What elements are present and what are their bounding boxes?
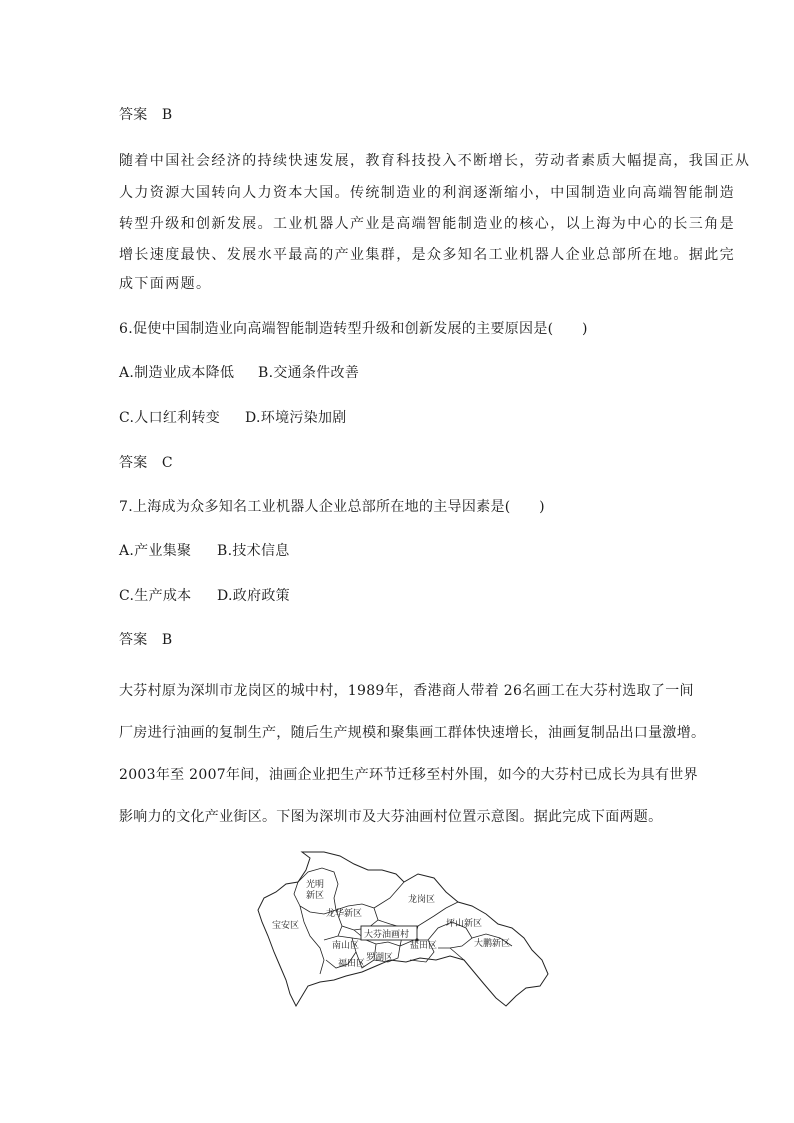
shenzhen-district-map — [250, 848, 550, 1010]
passage-2-line-4: 影响力的文化产业街区。下图为深圳市及大芬油画村位置示意图。据此完成下面两题。 — [119, 809, 663, 825]
label-guangming-2: 新区 — [306, 891, 325, 901]
question-6-option-a: A.制造业成本降低 — [119, 365, 235, 381]
label-pingshan: 坪山新区 — [446, 919, 483, 929]
label-longhua: 龙华新区 — [326, 909, 363, 919]
label-futian: 福田区 — [338, 959, 366, 969]
passage-1-line-1: 随着中国社会经济的持续快速发展，教育科技投入不断增长，劳动者素质大幅提高，我国正从 — [119, 153, 751, 169]
question-6-option-d: D.环境污染加剧 — [245, 410, 347, 426]
question-6-option-c: C.人口红利转变 — [119, 410, 221, 426]
label-baoan: 宝安区 — [272, 921, 300, 931]
label-dapeng: 大鹏新区 — [474, 939, 511, 949]
answer-1: 答案 B — [119, 107, 173, 123]
question-6-stem: 6.促使中国制造业向高端智能制造转型升级和创新发展的主要原因是( ) — [119, 321, 588, 337]
passage-1-line-3: 转型升级和创新发展。工业机器人产业是高端智能制造业的核心，以上海为中心的长三角是 — [119, 216, 735, 232]
label-yantian: 盐田区 — [410, 941, 438, 951]
question-6-option-b: B.交通条件改善 — [258, 365, 360, 381]
label-nanshan: 南山区 — [332, 941, 360, 951]
label-luohu: 罗湖区 — [366, 953, 394, 963]
passage-2-line-1: 大芬村原为深圳市龙岗区的城中村，1989年，香港商人带着 26名画工在大芬村选取了一间 — [119, 683, 694, 699]
answer-6: 答案 C — [119, 455, 173, 471]
passage-1-line-4: 增长速度最快、发展水平最高的产业集群，是众多知名工业机器人企业总部所在地。据此完 — [119, 247, 735, 263]
label-guangming: 光明 — [306, 880, 325, 890]
question-7-option-b: B.技术信息 — [217, 543, 290, 559]
label-longgang: 龙岗区 — [408, 895, 436, 905]
question-7-option-d: D.政府政策 — [217, 588, 290, 604]
question-7-option-c: C.生产成本 — [119, 588, 192, 604]
passage-1-line-2: 人力资源大国转向人力资本大国。传统制造业的利润逐渐缩小，中国制造业向高端智能制造 — [119, 185, 735, 201]
passage-2-line-3: 2003年至 2007年间，油画企业把生产环节迁移至村外围，如今的大芬村已成长为具有世界 — [119, 767, 698, 783]
question-7-stem: 7.上海成为众多知名工业机器人企业总部所在地的主导因素是( ) — [119, 499, 545, 515]
question-7-option-a: A.产业集聚 — [119, 543, 192, 559]
boundary-baoan-west — [300, 906, 324, 974]
passage-1-line-5: 成下面两题。 — [119, 276, 212, 292]
answer-7: 答案 B — [119, 632, 173, 648]
passage-2-line-2: 厂房进行油画的复制生产，随后生产规模和聚集画工群体快速增长，油画复制品出口量激增。 — [119, 725, 706, 741]
label-dafen: 大芬油画村 — [364, 930, 410, 940]
